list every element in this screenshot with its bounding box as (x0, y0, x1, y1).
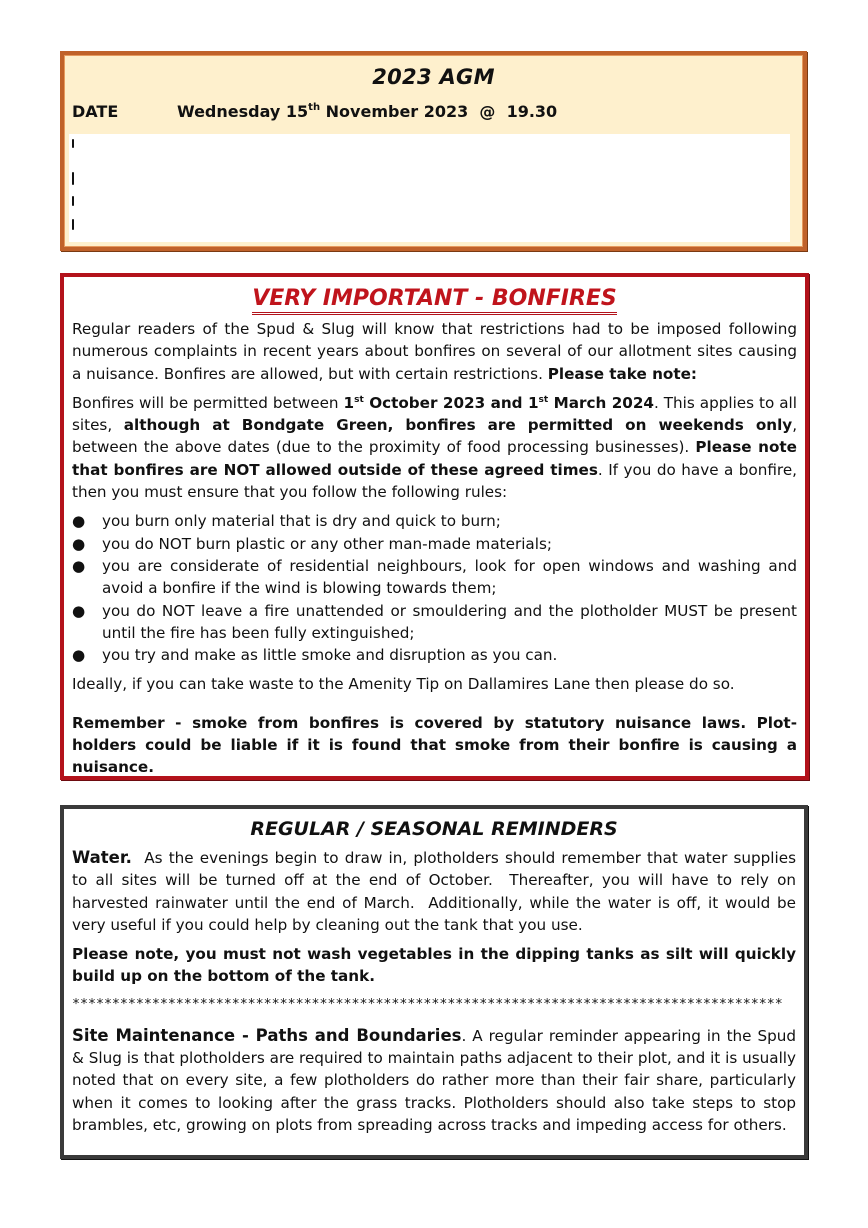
agm-date-value (177, 102, 557, 121)
intro-text: Regular readers of the Spud & Slug will know that restrictions had to be imposed following numerous complaints in recent years about bonfires on several of our allotment sites causing a nuisance. Bonfires are allowed, but with certain restrictions. (72, 320, 797, 383)
reminders-heading: REGULAR / SEASONAL REMINDERS (250, 818, 618, 840)
intro-bold: Please take note: (547, 364, 697, 383)
bullet-icon: ● (72, 646, 86, 665)
reminders-notice-box (60, 805, 808, 1159)
agm-notice-box (60, 51, 807, 251)
washing-note (72, 943, 796, 988)
maintenance-paragraph (72, 1025, 796, 1136)
maintenance-text: . A regular reminder appearing in the Spud & Slug is that plotholders are required to maintain paths adjacent to their plot, and it is usually noted that on every site, a few plotholders do rather more than their fair share, particularly when it comes to looking after the grass tracks. Plotholders should also take steps to stop brambles, etc, growing on plots from spreading across tracks and impeding access for others. (72, 1026, 796, 1134)
dates-bold-part: October 2023 and 1 (363, 393, 539, 412)
nuisance-warning-text: Remember - smoke from bonfires is covered by statutory nuisance laws. Plot-holders could be liable if it is found that smoke from their bonfire is causing a nuisance. (72, 713, 797, 777)
rule-list-item (72, 533, 797, 555)
dates-bold (344, 394, 654, 412)
water-text: As the evenings begin to draw in, plotholders should remember that water supplies to all sites will be turned off at the end of October. Thereafter, you will have to rely on harvested rainwater until the end of March. Additionally, while the water is off, it would be very useful if you could help by cleaning out the tank that you use. (72, 849, 801, 934)
bonfire-rules-list (72, 510, 797, 666)
bullet-icon: ● (72, 512, 86, 531)
bonfires-notice-box (60, 273, 809, 780)
dates-bold-part: 1 (343, 393, 355, 412)
redacted-text-fragment (72, 172, 74, 185)
amenity-tip-paragraph: Ideally, if you can take waste to the Amenity Tip on Dallamires Lane then please do so. (72, 675, 735, 694)
rule-text: you try and make as little smoke and disruption as you can. (102, 646, 558, 665)
water-paragraph (72, 847, 801, 936)
agm-date-label: DATE (72, 102, 119, 121)
dates-text: . If you do have a bonfire, then you must ensure that you follow the following rules: (72, 460, 797, 502)
bonfires-heading (72, 285, 797, 313)
washing-note-text: Please note, you must not wash vegetables in the dipping tanks as silt will quickly build up on the bottom of the tank. (72, 945, 796, 986)
rule-text: you are considerate of residential neighbours, look for open windows and washing and avoid a bonfire if the wind is blowing towards them; (102, 556, 797, 598)
bullet-icon: ● (72, 601, 86, 620)
dates-text: , between the above dates (due to the proximity of food processing businesses). (72, 416, 798, 457)
agm-date-row (72, 102, 557, 121)
agm-title: 2023 AGM (372, 65, 495, 89)
bonfires-dates-paragraph (72, 392, 797, 503)
redacted-text-fragment (72, 219, 74, 230)
rule-text: you burn only material that is dry and quick to burn; (102, 512, 501, 531)
nuisance-warning (72, 712, 797, 779)
water-lead: Water. (72, 848, 132, 867)
bullet-icon: ● (72, 534, 86, 553)
agreed-times-note: Please note that bonfires are NOT allowed outside of these agreed times (72, 438, 797, 479)
bondgate-green-note: although at Bondgate Green, bonfires are permitted on weekends only (123, 416, 793, 435)
ordinal-suffix: st (538, 394, 549, 405)
bonfires-intro-paragraph (72, 318, 797, 385)
dates-text: . This applies to all sites, (72, 393, 797, 435)
rule-text: you do NOT burn plastic or any other man-made materials; (102, 534, 552, 553)
rule-list-item (72, 600, 797, 645)
bonfires-heading-text: VERY IMPORTANT - BONFIRES (252, 286, 617, 315)
redacted-block (69, 134, 790, 242)
dates-text: Bonfires will be permitted between (72, 393, 344, 412)
agm-date-rest: November 2023 @ 19.30 (320, 102, 558, 121)
rule-list-item (72, 510, 797, 532)
rule-list-item (72, 644, 797, 666)
asterisk-separator: ***************************************************************************************** (72, 996, 783, 1012)
dates-bold-part: March 2024 (548, 393, 654, 412)
maintenance-lead: Site Maintenance - Paths and Boundaries (72, 1025, 462, 1045)
rule-text: you do NOT leave a fire unattended or smouldering and the plotholder MUST be present until the fire has been fully extinguished; (102, 601, 797, 642)
ordinal-suffix: st (354, 394, 364, 405)
agm-date-day: Wednesday 15 (177, 102, 309, 121)
rule-list-item (72, 555, 797, 600)
agm-date-suffix: th (308, 102, 321, 113)
redacted-text-fragment (72, 196, 74, 206)
bullet-icon: ● (72, 556, 86, 575)
redacted-text-fragment (72, 139, 74, 148)
